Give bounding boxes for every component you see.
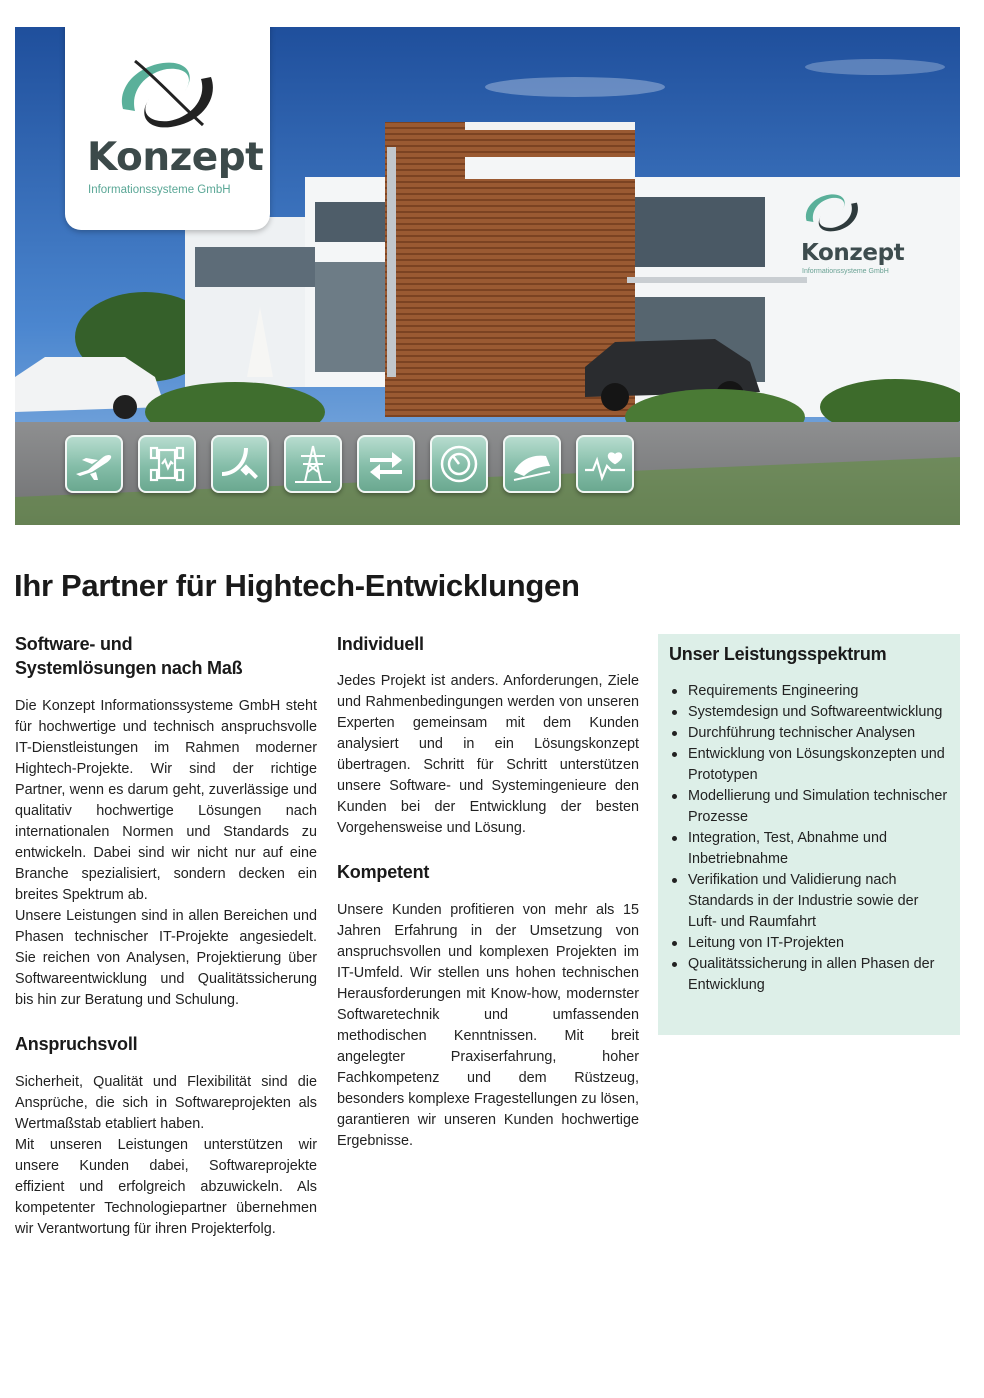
building-sign-wordmark: Konzept xyxy=(801,240,905,266)
paragraph-individual: Jedes Projekt ist anders. Anforderungen, Ziele und Rahmenbedingungen werden von unseren Experten gemeinsam mit dem Kunden analysiert und in ein Lösungskonzept übertragen. Schritt für Schritt unterstützen unsere Software- und Systemingenieure den Kunden bei der Entwicklung der besten Vorgehensweise und Lösung. xyxy=(337,673,639,836)
airplane-icon xyxy=(65,435,123,493)
domain-icon-row xyxy=(65,435,634,493)
paragraph-services: Unsere Leistungen sind in allen Bereichen und Phasen technischer IT-Projekte angesiedelt. Sie reichen von Analysen, Projektierung über Softwareentwicklung und Qualitätssicherung bis hin zur Beratung und Schulung. xyxy=(15,908,317,1008)
list-item: Qualitätssicherung in allen Phasen der Entwicklung xyxy=(688,954,948,996)
logo-wordmark: Konzept xyxy=(87,135,264,180)
column-middle xyxy=(337,632,639,1152)
column-left xyxy=(15,632,317,1240)
list-item: Modellierung und Simulation technischer Prozesse xyxy=(688,786,948,828)
list-item: Requirements Engineering xyxy=(688,681,948,702)
satellite-icon xyxy=(211,435,269,493)
paragraph-intro: Die Konzept Informationssysteme GmbH steht für hochwertige und technisch anspruchsvolle IT-Dienstleistungen im Rahmen moderner Hightech-Projekte. Wir sind der richtige Partner, wenn es darum geht, zuverlässige und qualitativ hochwertige Lösungen nach internationalen Normen und Standards zu entwickeln. Dabei sind wir nicht nur auf eine Branche spezialisiert, sondern decken ein breites Spektrum ab. xyxy=(15,698,317,903)
paragraph-responsibility: Mit unseren Leistungen unterstützen wir unsere Kunden dabei, Softwareprojekte effizient und erfolgreich abzuwickeln. Als kompetenter Technologiepartner übernehmen wir Verantwortung für ihren Projekterfolg. xyxy=(15,1137,317,1237)
services-sidebar xyxy=(658,634,960,1035)
sidebar-heading: Unser Leistungsspektrum xyxy=(669,644,887,664)
building-sign-subtitle: Informationssysteme GmbH xyxy=(802,268,889,275)
section-heading-kompetent: Kompetent xyxy=(337,862,430,882)
high-speed-train-icon xyxy=(503,435,561,493)
section-heading-software: Software- und Systemlösungen nach Maß xyxy=(15,634,243,678)
company-logo-card xyxy=(65,27,270,230)
building-sign-logo-icon xyxy=(802,187,862,237)
page-title: Ihr Partner für Hightech-Entwicklungen xyxy=(14,568,580,603)
list-item: Verifikation und Validierung nach Standards in der Industrie sowie der Luft- und Raumfahrt xyxy=(688,870,948,933)
logo-subtitle: Informationssysteme GmbH xyxy=(88,184,231,196)
chassis-icon xyxy=(138,435,196,493)
dial-icon xyxy=(430,435,488,493)
list-item: Entwicklung von Lösungskonzepten und Prototypen xyxy=(688,744,948,786)
hero-photo xyxy=(15,27,960,525)
paragraph-competent: Unsere Kunden profitieren von mehr als 15 Jahren Erfahrung in der Umsetzung von anspruchsvollen und komplexen Projekten im IT-Umfeld. Wir stellen uns hohen technischen Herausforderungen mit Know-how, modernster Softwaretechnik und umfassenden methodischen Kenntnissen. Mit breit angelegter Praxiserfahrung, hoher Fachkompetenz und dem Rüstzeug, besonders komplexe Fragestellungen zu lösen, garantieren wir unseren Kunden hochwertige Ergebnisse. xyxy=(337,902,639,1149)
list-item: Integration, Test, Abnahme und Inbetriebnahme xyxy=(688,828,948,870)
logo-orbit-icon xyxy=(115,51,220,136)
list-item: Durchführung technischer Analysen xyxy=(688,723,948,744)
section-heading-individuell: Individuell xyxy=(337,634,424,654)
list-item: Leitung von IT-Projekten xyxy=(688,933,948,954)
section-heading-anspruchsvoll: Anspruchsvoll xyxy=(15,1034,138,1054)
paragraph-quality: Sicherheit, Qualität und Flexibilität sind die Ansprüche, die sich in Softwareprojekten als Wertmaßstab etabliert haben. xyxy=(15,1074,317,1132)
transfer-arrows-icon xyxy=(357,435,415,493)
list-item: Systemdesign und Softwareentwicklung xyxy=(688,702,948,723)
services-list xyxy=(669,681,948,996)
power-pylon-icon xyxy=(284,435,342,493)
heartbeat-icon xyxy=(576,435,634,493)
